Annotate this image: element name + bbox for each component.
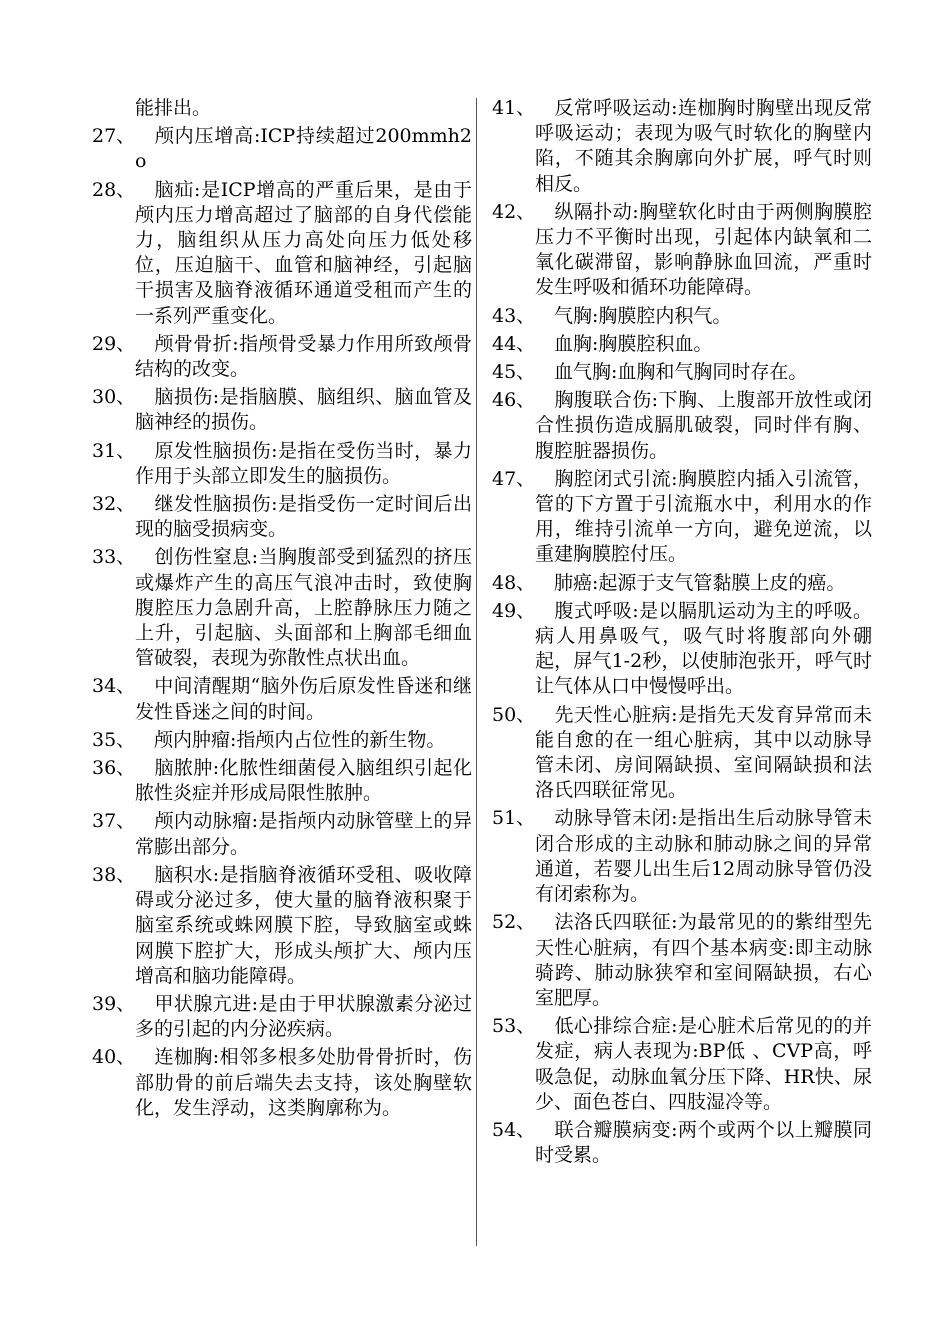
entry-number: 30、 xyxy=(92,386,136,409)
entry-text: 脑损伤:是指脑膜、脑组织、脑血管及脑神经的损伤。 xyxy=(135,386,472,434)
entry-number: 44、 xyxy=(492,332,536,355)
entry-text: 颅内动脉瘤:是指颅内动脉管壁上的异常膨出部分。 xyxy=(135,810,472,858)
entry-number: 32、 xyxy=(92,493,136,516)
entry-text: 动脉导管未闭:是指出生后动脉导管未闭合形成的主动脉和肺动脉之间的异常通道，若婴儿出生后12周动脉导管仍没有闭索称为。 xyxy=(535,807,872,906)
entry-number: 35、 xyxy=(92,728,136,751)
entry-number: 43、 xyxy=(492,304,536,327)
right-column xyxy=(492,96,872,1171)
entry-number: 53、 xyxy=(492,1015,536,1038)
entry-text: 肺癌:起源于支气管黏膜上皮的癌。 xyxy=(535,571,846,594)
definition-entry xyxy=(492,703,872,804)
definition-entry xyxy=(92,1045,472,1121)
entry-number: 39、 xyxy=(92,992,136,1015)
entry-text: 颅内肿瘤:指颅内占位性的新生物。 xyxy=(135,728,446,751)
entry-text: 胸腔闭式引流:胸膜腔内插入引流管，管的下方置于引流瓶水中，利用水的作用，维持引流单一方向，避免逆流，以重建胸膜腔付压。 xyxy=(535,467,872,566)
entry-number: 37、 xyxy=(92,810,136,833)
definition-entry xyxy=(492,467,872,568)
entry-text: 颅骨骨折:指颅骨受暴力作用所致颅骨结构的改变。 xyxy=(135,332,472,381)
entry-number: 28、 xyxy=(92,178,136,201)
left-entry-list xyxy=(92,124,472,1121)
definition-entry xyxy=(492,332,872,357)
left-column xyxy=(92,96,472,1124)
entry-number: 31、 xyxy=(92,439,136,462)
entry-text: 中间清醒期“脑外伤后原发性昏迷和继发性昏迷之间的时间。 xyxy=(135,675,472,723)
definition-entry xyxy=(92,728,472,753)
entry-number: 40、 xyxy=(92,1046,136,1069)
entry-number: 47、 xyxy=(492,467,536,490)
entry-text: 创伤性窒息:当胸腹部受到猛烈的挤压或爆炸产生的高压气浪冲击时，致使胸腹腔压力急剧升高，上腔静脉压力随之上升，引起脑、头面部和上胸部毛细血管破裂，表现为弥散性点状出血。 xyxy=(135,546,472,670)
definition-entry xyxy=(492,806,872,907)
definition-entry xyxy=(92,124,472,174)
definition-entry xyxy=(492,1014,872,1115)
entry-text: 反常呼吸运动:连枷胸时胸壁出现反常呼吸运动；表现为吸气时软化的胸壁内陷，不随其余胸廓向外扩展，呼气时则相反。 xyxy=(535,97,872,195)
entry-number: 41、 xyxy=(492,97,536,119)
definition-entry xyxy=(492,200,872,301)
entry-number: 33、 xyxy=(92,546,136,569)
definition-entry xyxy=(492,910,872,1011)
entry-text: 颅内压增高:ICP持续超过200mmh2o xyxy=(135,125,472,173)
entry-text: 连枷胸:相邻多根多处肋骨骨折时，伤部肋骨的前后端失去支持，该处胸壁软化，发生浮动，这类胸廓称为。 xyxy=(135,1046,472,1119)
entry-number: 38、 xyxy=(92,863,136,886)
definition-entry xyxy=(92,674,472,724)
entry-text: 脑疝:是ICP增高的严重后果，是由于颅内压力增高超过了脑部的自身代偿能力，脑组织从压力高处向压力低处移位，压迫脑干、血管和脑神经，引起脑干损害及脑脊液循环通道受租而产生的一系列严重变化。 xyxy=(135,178,472,327)
entry-number: 42、 xyxy=(492,200,536,223)
definition-entry xyxy=(92,178,472,329)
entry-text: 继发性脑损伤:是指受伤一定时间后出现的脑受损病变。 xyxy=(135,493,472,541)
definition-entry xyxy=(92,863,472,989)
right-entry-list xyxy=(492,96,872,1168)
definition-entry xyxy=(492,96,872,197)
definition-entry xyxy=(492,571,872,596)
entry-number: 54、 xyxy=(492,1118,536,1141)
definition-entry xyxy=(92,385,472,435)
definition-entry xyxy=(92,756,472,806)
entry-text: 先天性心脏病:是指先天发育异常而未能自愈的在一组心脏病，其中以动脉导管未闭、房间隔缺损、室间隔缺损和法洛氏四联征常见。 xyxy=(535,703,872,802)
entry-number: 45、 xyxy=(492,361,536,384)
entry-text: 胸腹联合伤:下胸、上腹部开放性或闭合性损伤造成膈肌破裂，同时伴有胸、腹腔脏器损伤。 xyxy=(535,389,872,462)
definition-entry xyxy=(492,1118,872,1168)
definition-entry xyxy=(92,332,472,382)
entry-number: 48、 xyxy=(492,571,536,594)
definition-entry xyxy=(92,809,472,859)
entry-number: 36、 xyxy=(92,757,136,780)
entry-text: 法洛氏四联征:为最常见的的紫绀型先天性心脏病，有四个基本病变:即主动脉骑跨、肺动脉狭窄和室间隔缺损，右心室肥厚。 xyxy=(535,911,872,1009)
definition-entry xyxy=(92,992,472,1042)
definition-entry xyxy=(492,360,872,385)
entry-text: 甲状腺亢进:是由于甲状腺激素分泌过多的引起的内分泌疾病。 xyxy=(135,992,472,1041)
entry-text: 血气胸:血胸和气胸同时存在。 xyxy=(535,361,808,384)
column-divider xyxy=(476,98,477,1246)
entry-text: 腹式呼吸:是以膈肌运动为主的呼吸。病人用鼻吸气，吸气时将腹部向外硼起，屏气1-2秒，以使肺泡张开，呼气时让气体从口中慢慢呼出。 xyxy=(535,599,872,698)
definition-entry xyxy=(92,492,472,542)
entry-text: 气胸:胸膜腔内积气。 xyxy=(535,304,732,327)
definition-entry xyxy=(492,388,872,464)
definition-entry xyxy=(92,439,472,489)
definition-entry xyxy=(492,304,872,329)
entry-text: 低心排综合症:是心脏术后常见的的并发症，病人表现为:BP低 、CVP高，呼吸急促，动脉血氧分压下降、HR快、尿少、面色苍白、四肢湿冷等。 xyxy=(535,1015,872,1113)
entry-number: 29、 xyxy=(92,332,136,355)
entry-text: 脑积水:是指脑脊液循环受租、吸收障碍或分泌过多，使大量的脑脊液积聚于脑室系统或蛛网膜下腔，导致脑室或蛛网膜下腔扩大，形成头颅扩大、颅内压增高和脑功能障碍。 xyxy=(135,863,472,987)
entry-number: 49、 xyxy=(492,599,536,622)
entry-text: 原发性脑损伤:是指在受伤当时，暴力作用于头部立即发生的脑损伤。 xyxy=(135,439,472,487)
entry-text: 血胸:胸膜腔积血。 xyxy=(535,332,713,355)
entry-text: 脑脓肿:化脓性细菌侵入脑组织引起化脓性炎症并形成局限性脓肿。 xyxy=(135,757,472,805)
definition-entry xyxy=(492,599,872,700)
entry-number: 34、 xyxy=(92,675,136,698)
entry-number: 52、 xyxy=(492,911,536,934)
definition-entry xyxy=(92,545,472,671)
entry-number: 51、 xyxy=(492,807,536,830)
continuation-text: 能排出。 xyxy=(135,97,212,119)
entry-number: 27、 xyxy=(92,125,136,148)
entry-number: 50、 xyxy=(492,703,536,726)
entry-text: 联合瓣膜病变:两个或两个以上瓣膜同时受累。 xyxy=(535,1118,872,1167)
entry-number: 46、 xyxy=(492,389,536,412)
entry-text: 纵隔扑动:胸壁软化时由于两侧胸膜腔压力不平衡时出现，引起体内缺氧和二氧化碳滞留，影响静脉血回流，严重时发生呼吸和循环功能障碍。 xyxy=(535,200,872,299)
